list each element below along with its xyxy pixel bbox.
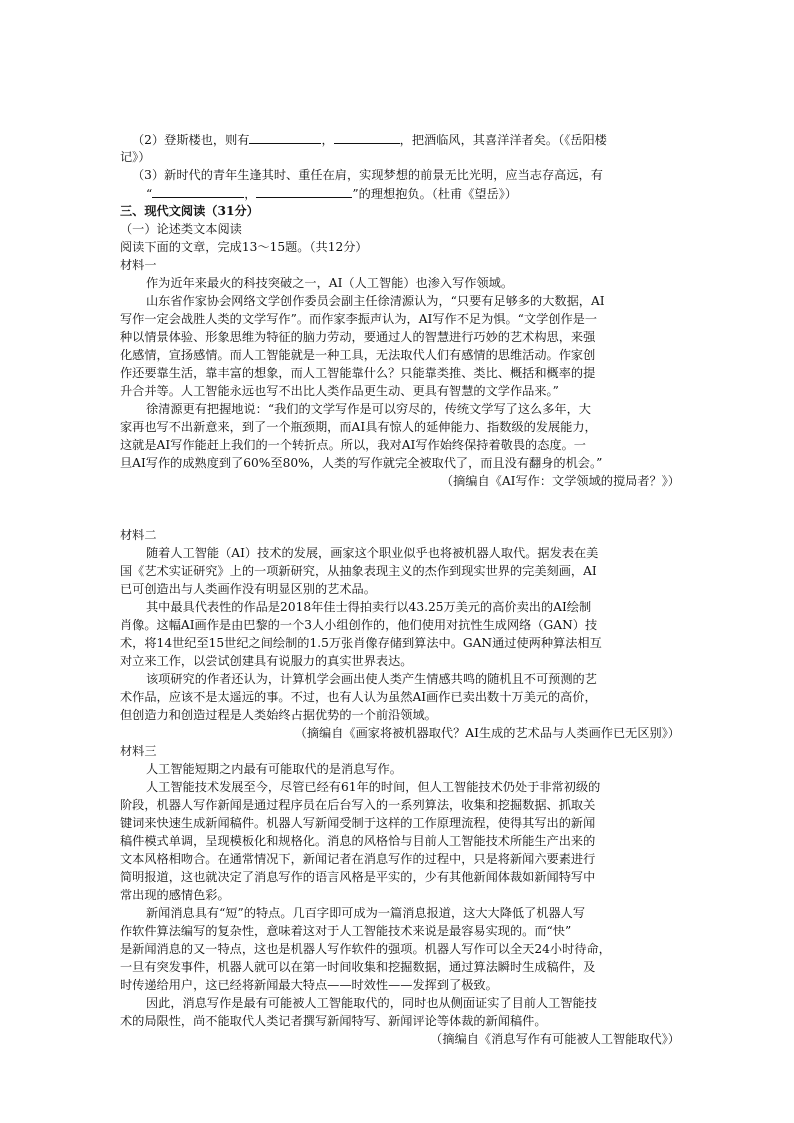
- answer-blank[interactable]: [256, 184, 352, 198]
- paragraph-line: 但创造力和创造过程是人类始终占据优势的一个前沿领域。: [120, 708, 437, 722]
- material-1-body: [120, 274, 680, 472]
- paragraph-line: 文本风格相吻合。在通常情况下，新闻记者在消息写作的过程中，只是将新闻六要素进行: [120, 852, 596, 866]
- paragraph-line: 随着人工智能（AI）技术的发展，画家这个职业似乎也将被机器人取代。据发表在美: [146, 546, 599, 560]
- material-2-body: [120, 544, 680, 724]
- material-3-body: [120, 760, 680, 1030]
- section-subheading: （一）论述类文本阅读: [120, 222, 242, 236]
- paragraph-line: 术的局限性，尚不能取代人类记者撰写新闻特写、新闻评论等体裁的新闻稿件。: [120, 1014, 547, 1028]
- question-2-line-2: 记》）: [120, 150, 151, 164]
- paragraph-line: 阶段，机器人写作新闻是通过程序员在后台写入的一系列算法，收集和挖掘数据、抓取关: [120, 798, 596, 812]
- paragraph-line: 家再也写不出新意来，到了一个瓶颈期，而AI具有惊人的延伸能力、指数级的发展能力，: [120, 420, 597, 434]
- paragraph-line: 稿件模式单调，呈现模板化和规格化。消息的风格恰与目前人工智能技术所能生产出来的: [120, 834, 596, 848]
- paragraph-line: 种以情景体验、形象思维为特征的脑力劳动，要通过人的智慧进行巧妙的艺术构思，来强: [120, 330, 596, 344]
- material-3-label: 材料三: [120, 744, 157, 758]
- answer-blank[interactable]: [334, 130, 400, 144]
- question-2-text: （2）登斯楼也，则有: [132, 133, 250, 147]
- answer-blank[interactable]: [249, 130, 321, 144]
- paragraph-line: 这就是AI写作能赶上我们的一个转折点。所以，我对AI写作始终保持着敬畏的态度。一: [120, 438, 586, 452]
- paragraph-line: 术作品，应该不是太遥远的事。不过，也有人认为虽然AI画作已卖出数十万美元的高价，: [120, 690, 597, 704]
- paragraph-line: 术，将14世纪至15世纪之间绘制的1.5万张肖像存储到算法中。GAN通过使两种算法相互: [120, 636, 602, 650]
- paragraph-line: 旦AI写作的成熟度到了60%至80%，人类的写作就完全被取代了，而且没有翻身的机会。”: [120, 456, 603, 470]
- paragraph-line: 作软件算法编写的复杂性，意味着这对于人工智能技术来说是最容易实现的。而“快”: [120, 924, 572, 938]
- paragraph-line: 已可创造出与人类画作没有明显区别的艺术品。: [120, 582, 376, 596]
- reading-instruction: 阅读下面的文章，完成13～15题。（共12分）: [120, 240, 368, 254]
- exam-page: [120, 130, 680, 1048]
- paragraph-line: 人工智能短期之内最有可能取代的是消息写作。: [146, 762, 402, 776]
- paragraph-line: 是新闻消息的又一特点，这也是机器人写作软件的强项。机器人写作可以全天24小时待命，: [120, 942, 611, 956]
- paragraph-line: 国《艺术实证研究》上的一项新研究，从抽象表现主义的杰作到现实世界的完美刻画，AI: [120, 564, 597, 578]
- paragraph-line: 作还要靠生活，靠丰富的想象，而人工智能靠什么？只能靠类推、类比、概括和概率的提: [120, 366, 596, 380]
- paragraph-line: 简明报道，这也就决定了消息写作的语言风格是平实的，少有其他新闻体裁如新闻特写中: [120, 870, 596, 884]
- paragraph-line: 该项研究的作者还认为，计算机学会画出使人类产生情感共鸣的随机且不可预测的艺: [146, 672, 597, 686]
- paragraph-line: 人工智能技术发展至今，尽管已经有61年的时间，但人工智能技术仍处于非常初级的: [146, 780, 601, 794]
- material-3-source: （摘编自《消息写作有可能被人工智能取代》）: [430, 1032, 680, 1046]
- material-2-source: （摘编自《画家将被机器取代？AI生成的艺术品与人类画作已无区别》）: [294, 726, 680, 740]
- question-3-line-1: （3）新时代的青年生逢其时、重任在肩，实现梦想的前景无比光明，应当志存高远，有: [132, 168, 603, 182]
- answer-blank[interactable]: [152, 184, 244, 198]
- paragraph-line: 一旦有突发事件，机器人就可以在第一时间收集和挖掘数据，通过算法瞬时生成稿件，及: [120, 960, 596, 974]
- paragraph-line: 时传递给用户，这已经将新闻最大特点——时效性——发挥到了极致。: [120, 978, 498, 992]
- paragraph-line: 升合并等。人工智能永远也写不出比人类作品更生动、更具有智慧的文学作品来。”: [120, 384, 559, 398]
- material-1-source: （摘编自《AI写作：文学领域的搅局者？》）: [440, 474, 680, 488]
- paragraph-line: 常出现的感情色彩。: [120, 888, 230, 902]
- paragraph-line: 因此，消息写作是最有可能被人工智能取代的，同时也从侧面证实了目前人工智能技: [146, 996, 597, 1010]
- material-2-label: 材料二: [120, 528, 157, 542]
- paragraph-line: 肖像。这幅AI画作是由巴黎的一个3人小组创作的，他们使用对抗性生成网络（GAN）技: [120, 618, 598, 632]
- paragraph-line: 其中最具代表性的作品是2018年佳士得拍卖行以43.25万美元的高价卖出的AI绘制: [146, 600, 592, 614]
- question-3-line-2: “ ， ”的理想抱负。（杜甫《望岳》）: [120, 184, 680, 202]
- paragraph-line: 化感情，宣扬感情。而人工智能就是一种工具，无法取代人们有感情的思维活动。作家创: [120, 348, 596, 362]
- paragraph-line: 徐清源更有把握地说：“我们的文学写作是可以穷尽的，传统文学写了这么多年，大: [146, 402, 591, 416]
- material-1-label: 材料一: [120, 258, 157, 272]
- paragraph-line: 作为近年来最火的科技突破之一，AI（人工智能）也渗入写作领域。: [146, 276, 514, 290]
- section-heading: 三、现代文阅读（31分）: [120, 204, 259, 218]
- paragraph-line: 新闻消息具有“短”的特点。几百字即可成为一篇消息报道，这大大降低了机器人写: [146, 906, 586, 920]
- paragraph-line: 对立来工作，以尝试创建具有说服力的真实世界表达。: [120, 654, 413, 668]
- paragraph-line: 山东省作家协会网络文学创作委员会副主任徐清源认为，“只要有足够多的大数据，AI: [146, 294, 605, 308]
- question-2-line-1: （2）登斯楼也，则有 ， ，把酒临风，其喜洋洋者矣。（《岳阳楼: [120, 130, 680, 148]
- paragraph-line: 写作一定会战胜人类的文学写作”。而作家李振声认为，AI写作不足为惧。“文学创作是一: [120, 312, 598, 326]
- paragraph-line: 键词来快速生成新闻稿件。机器人写新闻受制于这样的工作原理流程，使得其写出的新闻: [120, 816, 596, 830]
